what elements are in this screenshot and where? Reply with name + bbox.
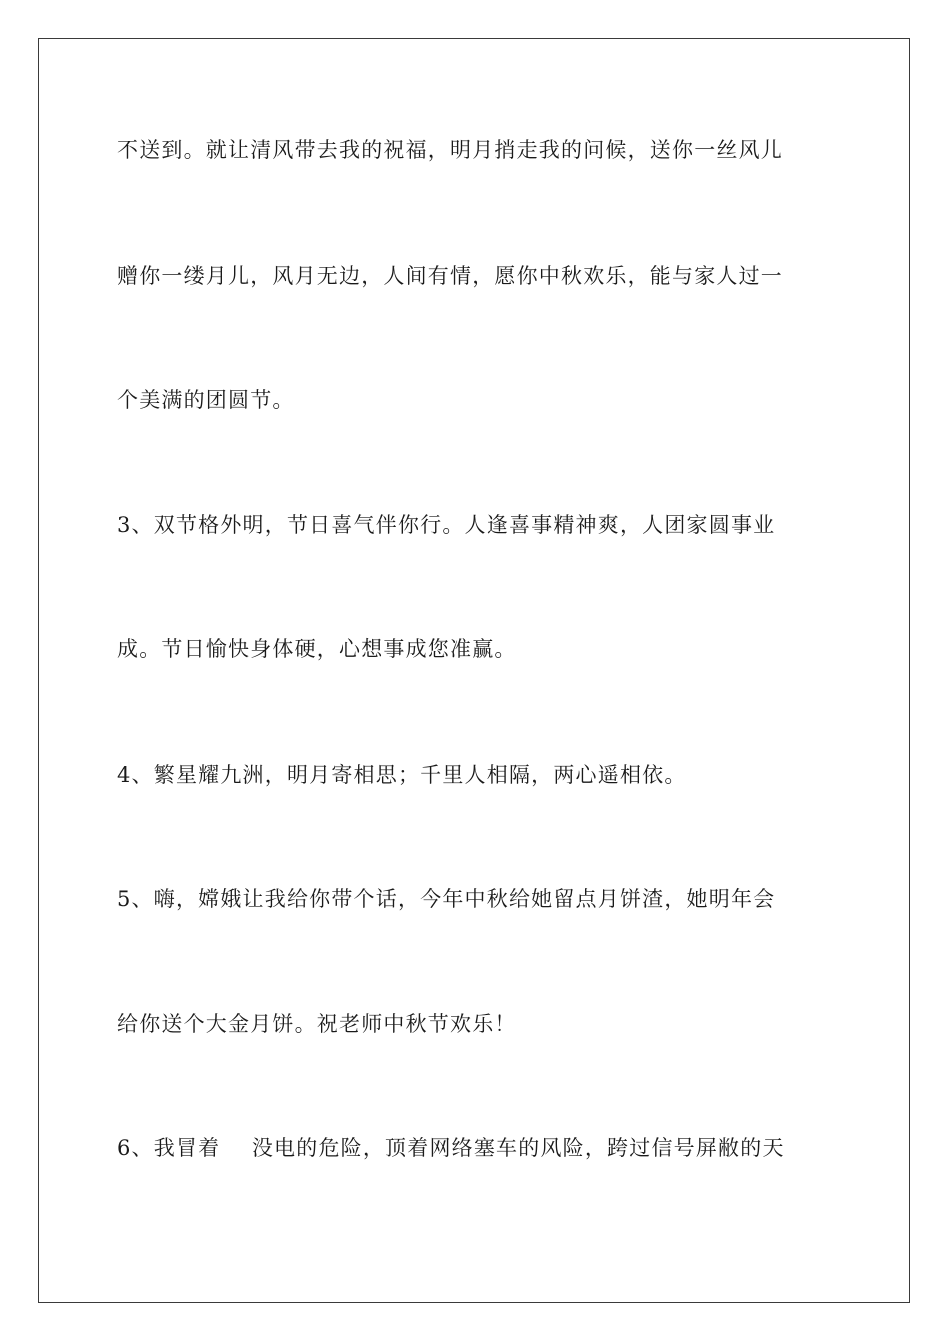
text-line-2: 赠你一缕月儿，风月无边，人间有情，愿你中秋欢乐，能与家人过一 xyxy=(117,264,783,288)
text-line-4: 3、双节格外明，节日喜气伴你行。人逢喜事精神爽，人团家圆事业 xyxy=(117,513,776,537)
text-line-8: 给你送个大金月饼。祝老师中秋节欢乐！ xyxy=(117,1012,517,1036)
text-line-9: 6、我冒着 没电的危险，顶着网络塞车的风险，跨过信号屏敝的天 xyxy=(117,1136,785,1160)
text-line-7: 5、嗨，嫦娥让我给你带个话，今年中秋给她留点月饼渣，她明年会 xyxy=(117,887,776,911)
text-line-3: 个美满的团圆节。 xyxy=(117,388,295,412)
text-line-6: 4、繁星耀九洲，明月寄相思；千里人相隔，两心遥相依。 xyxy=(117,763,687,787)
page-border xyxy=(38,38,910,1303)
text-line-1: 不送到。就让清风带去我的祝福，明月捎走我的问候，送你一丝风儿 xyxy=(117,138,783,162)
text-line-5: 成。节日愉快身体硬，心想事成您准赢。 xyxy=(117,637,517,661)
